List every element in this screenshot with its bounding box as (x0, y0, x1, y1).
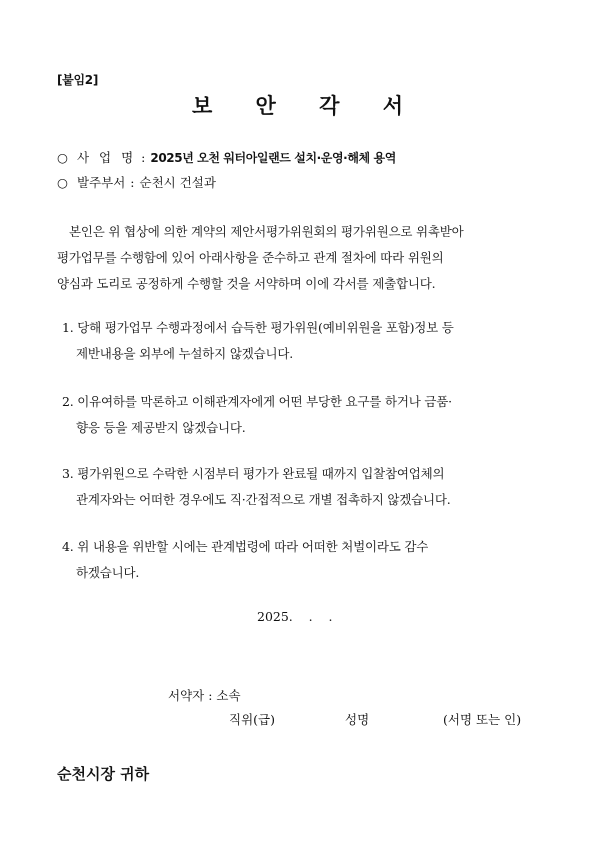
pledge-item-line: 4. 위 내용을 위반할 시에는 관계법령에 따라 어떠한 처벌이라도 감수 (62, 539, 429, 554)
intro-paragraph (57, 219, 538, 297)
intro-line: 양심과 도리로 공정하게 수행할 것을 서약하며 이에 각서를 제출합니다. (57, 276, 436, 291)
addressee: 순천시장 귀하 (57, 765, 150, 783)
pledge-item-line: 향응 등을 제공받지 않겠습니다. (76, 420, 246, 435)
circle-bullet-icon: ○ (57, 175, 68, 190)
intro-line: 평가업무를 수행함에 있어 아래사항을 준수하고 관계 절차에 따라 위원의 (57, 250, 444, 265)
pledge-item-3 (62, 461, 538, 513)
pledge-item-line: 1. 당해 평가업무 수행과정에서 습득한 평가위원(예비위원을 포함)정보 등 (62, 320, 454, 335)
signer-affiliation: 서약자 : 소속 (168, 688, 241, 703)
intro-line: 본인은 위 협상에 의한 계약의 제안서평가위원회의 평가위원으로 위촉받아 (69, 224, 464, 239)
signer-name-label: 성명 (345, 712, 370, 727)
signer-position-label: 직위(급) (229, 712, 275, 727)
pledge-item-line: 제반내용을 외부에 누설하지 않겠습니다. (76, 346, 293, 361)
pledge-item-line: 2. 이유여하를 막론하고 이해관계자에게 어떤 부당한 요구를 하거나 금품· (62, 394, 452, 409)
pledge-item-4 (62, 534, 538, 586)
colon-separator: : (141, 150, 146, 165)
ordering-dept-label: 발주부서 (76, 175, 126, 190)
circle-bullet-icon: ○ (57, 150, 68, 165)
pledge-item-2 (62, 389, 538, 441)
signature-or-seal-label: (서명 또는 인) (443, 712, 522, 727)
pledge-item-line: 관계자와는 어떠한 경우에도 직·간접적으로 개별 접촉하지 않겠습니다. (76, 492, 451, 507)
project-name-value: 2025년 오천 워터아일랜드 설치·운영·해체 용역 (150, 151, 396, 165)
ordering-dept-value: 순천시 건설과 (139, 175, 216, 190)
project-name-label: 사 업 명 (76, 150, 137, 165)
colon-separator: : (130, 175, 135, 190)
ordering-dept-row (57, 173, 216, 191)
pledge-item-line: 3. 평가위원으로 수락한 시점부터 평가가 완료될 때까지 입찰참여업체의 (62, 466, 445, 481)
pledge-item-line: 하겠습니다. (76, 565, 140, 580)
document-date: 2025. . . (257, 609, 333, 624)
project-name-row (57, 148, 396, 166)
pledge-item-1 (62, 315, 538, 367)
attachment-label: [붙임2] (57, 73, 99, 87)
document-title: 보 안 각 서 (191, 94, 422, 118)
